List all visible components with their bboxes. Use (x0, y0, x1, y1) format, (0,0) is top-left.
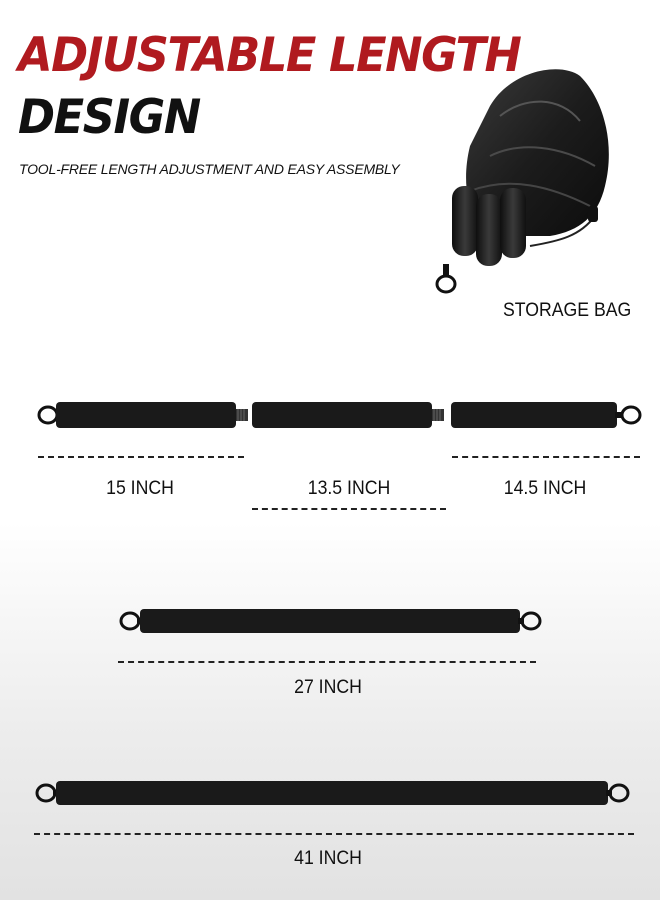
assembly-41-image (34, 776, 634, 810)
segment-1-image (36, 398, 252, 432)
segment-1-length-label: 15 INCH (106, 478, 174, 499)
segment-2-image (250, 398, 450, 432)
assembly-41-dimension-line (34, 833, 634, 835)
headline-subtitle: TOOL-FREE LENGTH ADJUSTMENT AND EASY ASSEMBLY (19, 161, 400, 177)
assembly-27-image (118, 604, 544, 638)
segment-2-length-label: 13.5 INCH (307, 478, 391, 499)
headline-line-2: DESIGN (18, 90, 200, 145)
storage-bag-image (430, 66, 630, 298)
assembly-27-length-label: 27 INCH (294, 677, 362, 698)
segment-3-dimension-line (452, 456, 640, 458)
segment-3-length-label: 14.5 INCH (503, 478, 587, 499)
segment-3-image (449, 398, 645, 432)
assembly-41-length-label: 41 INCH (294, 848, 362, 869)
assembly-27-dimension-line (118, 661, 536, 663)
storage-bag-label: STORAGE BAG (503, 300, 632, 321)
segment-2-dimension-line (252, 508, 446, 510)
headline-line-1: ADJUSTABLE LENGTH (18, 28, 521, 83)
segment-1-dimension-line (38, 456, 244, 458)
